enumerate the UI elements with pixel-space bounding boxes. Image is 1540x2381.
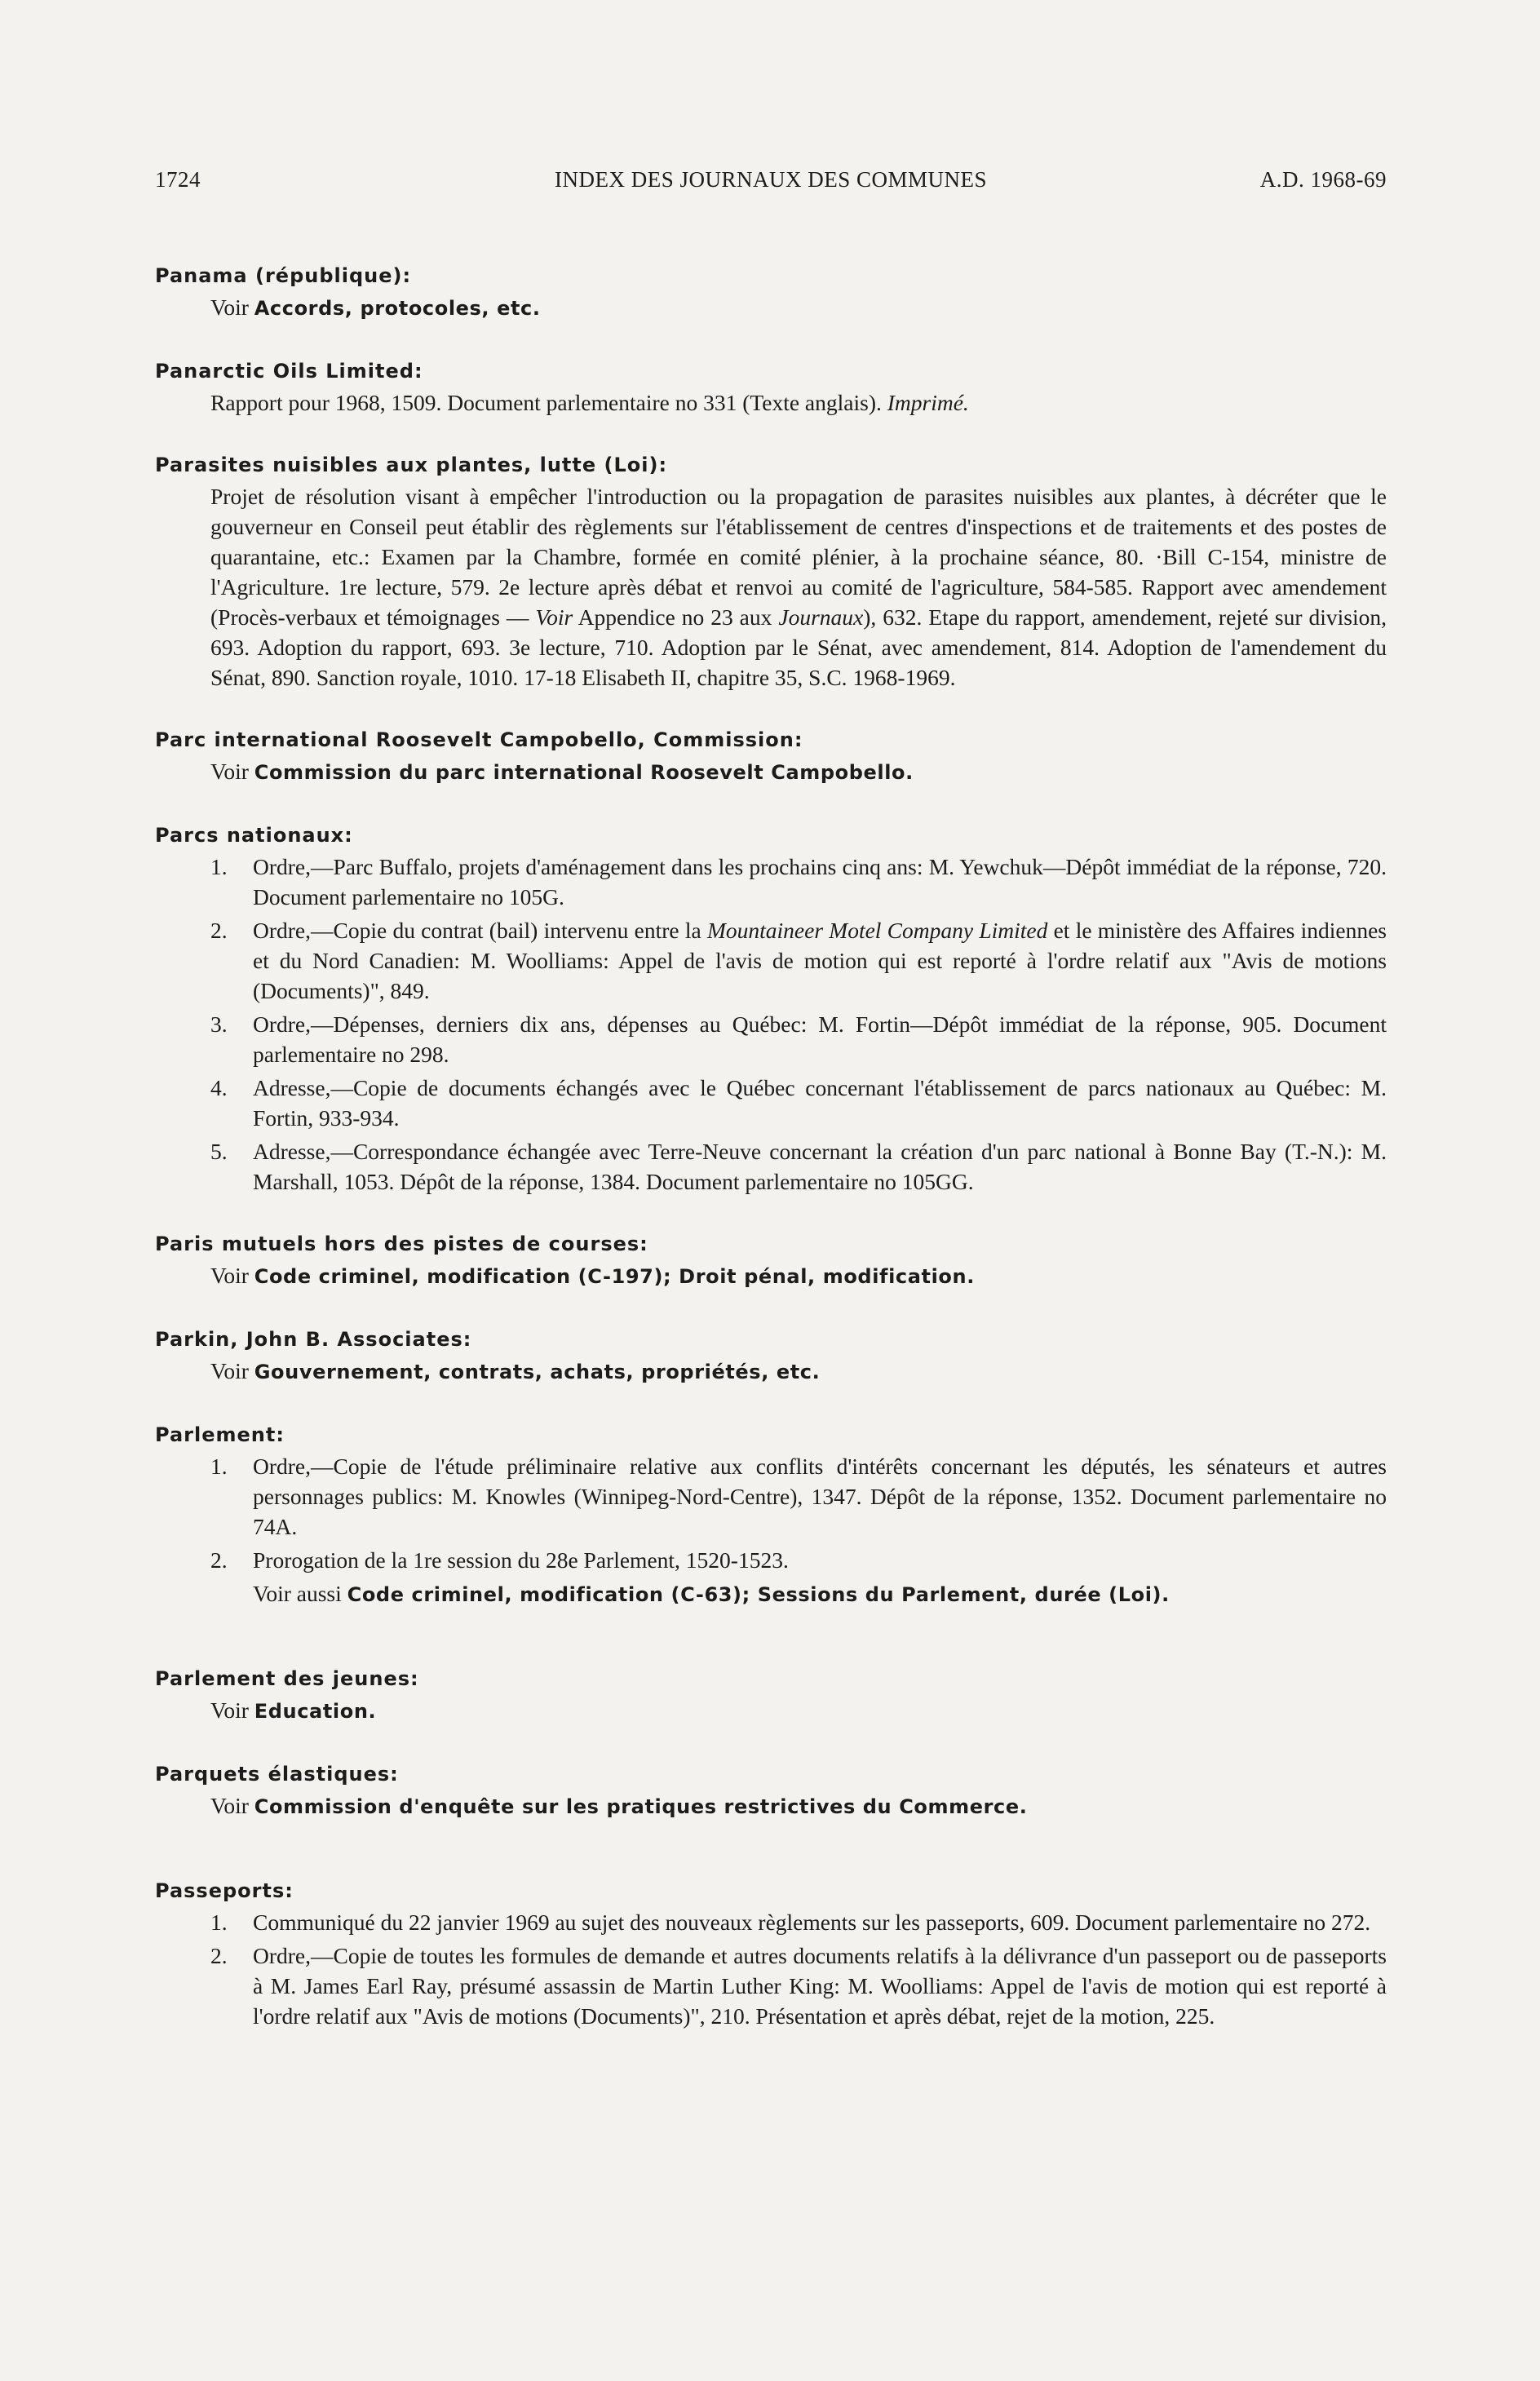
- list-item: 1. Ordre,—Parc Buffalo, projets d'aménagement dans les prochains cinq ans: M. Yewchuk—Dépôt immédiat de la réponse, 720. Document parlementaire no 105G.: [210, 854, 1387, 909]
- running-header: [155, 167, 1387, 193]
- list-item: 5. Adresse,—Correspondance échangée avec Terre-Neuve concernant la création d'un parc national à Bonne Bay (T.-N.): M. Marshall, 1053. Dépôt de la réponse, 1384. Document parlementaire no 105GG.: [210, 1139, 1387, 1194]
- running-title: INDEX DES JOURNAUX DES COMMUNES: [554, 167, 988, 192]
- entry-heading: Parkin, John B. Associates:: [155, 1328, 472, 1351]
- entry-heading: Panama (république):: [155, 264, 412, 287]
- list-item: 1. Communiqué du 22 janvier 1969 au sujet des nouveaux règlements sur les passeports, 609. Document parlementaire no 272.: [210, 1910, 1371, 1935]
- entry-panarctic: [155, 360, 1387, 418]
- cross-reference: Voir Accords, protocoles, etc.: [210, 294, 541, 320]
- reference-target: Commission du parc international Roosevelt Campobello.: [254, 761, 914, 784]
- entry-heading: Paris mutuels hors des pistes de courses:: [155, 1233, 648, 1255]
- entry-heading: Parcs nationaux:: [155, 824, 353, 847]
- entry-heading: Parlement des jeunes:: [155, 1667, 419, 1690]
- entry-heading: Parasites nuisibles aux plantes, lutte (Loi):: [155, 454, 668, 476]
- entry-heading: Parquets élastiques:: [155, 1763, 399, 1786]
- reference-target: Gouvernement, contrats, achats, propriétés, etc.: [254, 1361, 821, 1383]
- entry-heading: Parlement:: [155, 1423, 285, 1446]
- entry-heading: Passeports:: [155, 1879, 294, 1902]
- cross-reference: Voir Commission d'enquête sur les pratiques restrictives du Commerce.: [210, 1793, 1028, 1818]
- list-item: 3. Ordre,—Dépenses, derniers dix ans, dépenses au Québec: M. Fortin—Dépôt immédiat de la réponse, 905. Document parlementaire no 298.: [210, 1011, 1387, 1067]
- volume-year: A.D. 1968-69: [1259, 167, 1387, 192]
- entry-text: Rapport pour 1968, 1509. Document parlementaire no 331 (Texte anglais). Imprimé.: [210, 390, 969, 415]
- numbered-list: [210, 1451, 1387, 1575]
- list-item: 1. Ordre,—Copie de l'étude préliminaire relative aux conflits d'intérêts concernant les députés, les sénateurs et autres personnages publics: M. Knowles (Winnipeg-Nord-Centre), 1347. Dépôt de la réponse, 1352. Document parlementaire no 74A.: [210, 1454, 1387, 1539]
- list-item: 4. Adresse,—Copie de documents échangés avec le Québec concernant l'établissement de parcs nationaux au Québec: M. Fortin, 933-934.: [210, 1075, 1387, 1131]
- entry-panama: [155, 264, 1387, 324]
- reference-target: Commission d'enquête sur les pratiques restrictives du Commerce.: [254, 1795, 1028, 1818]
- entry-parquets-elastiques: [155, 1763, 1387, 1822]
- cross-reference: Voir aussi Code criminel, modification (C-63); Sessions du Parlement, durée (Loi).: [253, 1581, 1170, 1606]
- page-number: 1724: [155, 167, 201, 192]
- list-item: 2. Ordre,—Copie de toutes les formules de demande et autres documents relatifs à la délivrance d'un passeport ou de passeports à M. James Earl Ray, présumé assassin de Martin Luther King: M. Woolliams: Appel de l'avis de motion qui est reporté à l'ordre relatif aux "Avis de motions (Documents)", 210. Présentation et après débat, rejet de la motion, 225.: [210, 1943, 1387, 2029]
- cross-reference: Voir Gouvernement, contrats, achats, propriétés, etc.: [210, 1358, 821, 1383]
- entry-roosevelt-campobello: [155, 728, 1387, 788]
- entry-heading: Parc international Roosevelt Campobello, Commission:: [155, 728, 803, 751]
- reference-target: Code criminel, modification (C-63); Sessions du Parlement, durée (Loi).: [347, 1583, 1170, 1606]
- page: [155, 167, 1387, 2067]
- entry-parasites: [155, 454, 1387, 693]
- entry-parkin: [155, 1328, 1387, 1387]
- entry-heading: Panarctic Oils Limited:: [155, 360, 423, 383]
- cross-reference: Voir Code criminel, modification (C-197); Droit pénal, modification.: [210, 1263, 975, 1288]
- reference-target: Accords, protocoles, etc.: [254, 297, 541, 320]
- entry-parlement: [155, 1423, 1387, 1610]
- list-item: 2. Prorogation de la 1re session du 28e Parlement, 1520-1523.: [210, 1547, 789, 1573]
- cross-reference: Voir Education.: [210, 1697, 377, 1723]
- reference-target: Education.: [254, 1700, 377, 1723]
- list-item: 2. Ordre,—Copie du contrat (bail) intervenu entre la Mountaineer Motel Company Limited et le ministère des Affaires indiennes et du Nord Canadien: M. Woolliams: Appel de l'avis de motion qui est reporté à l'ordre relatif aux "Avis de motions (Documents)", 849.: [210, 918, 1387, 1003]
- reference-target: Code criminel, modification (C-197); Droit pénal, modification.: [254, 1265, 975, 1288]
- entry-parcs-nationaux: [155, 824, 1387, 1197]
- entry-paris-mutuels: [155, 1233, 1387, 1292]
- numbered-list: [210, 852, 1387, 1197]
- numbered-list: [210, 1907, 1387, 2031]
- entry-passeports: [155, 1879, 1387, 2031]
- cross-reference: Voir Commission du parc international Roosevelt Campobello.: [210, 759, 914, 784]
- entry-text: Projet de résolution visant à empêcher l'introduction ou la propagation de parasites nuisibles aux plantes, à décréter que le gouverneur en Conseil peut établir des règlements sur l'établissement de centres d'inspections et de traitements et des postes de quarantaine, etc.: Examen par la Chambre, formée en comité plénier, à la prochaine séance, 80. ·Bill C-154, ministre de l'Agriculture. 1re lecture, 579. 2e lecture après débat et renvoi au comité de l'agriculture, 584-585. Rapport avec amendement (Procès-verbaux et témoignages — Voir Appendice no 23 aux Journaux), 632. Etape du rapport, amendement, rejeté sur division, 693. Adoption du rapport, 693. 3e lecture, 710. Adoption par le Sénat, avec amendement, 814. Adoption de l'amendement du Sénat, 890. Sanction royale, 1010. 17-18 Elisabeth II, chapitre 35, S.C. 1968-1969.: [210, 484, 1387, 690]
- entry-parlement-des-jeunes: [155, 1667, 1387, 1727]
